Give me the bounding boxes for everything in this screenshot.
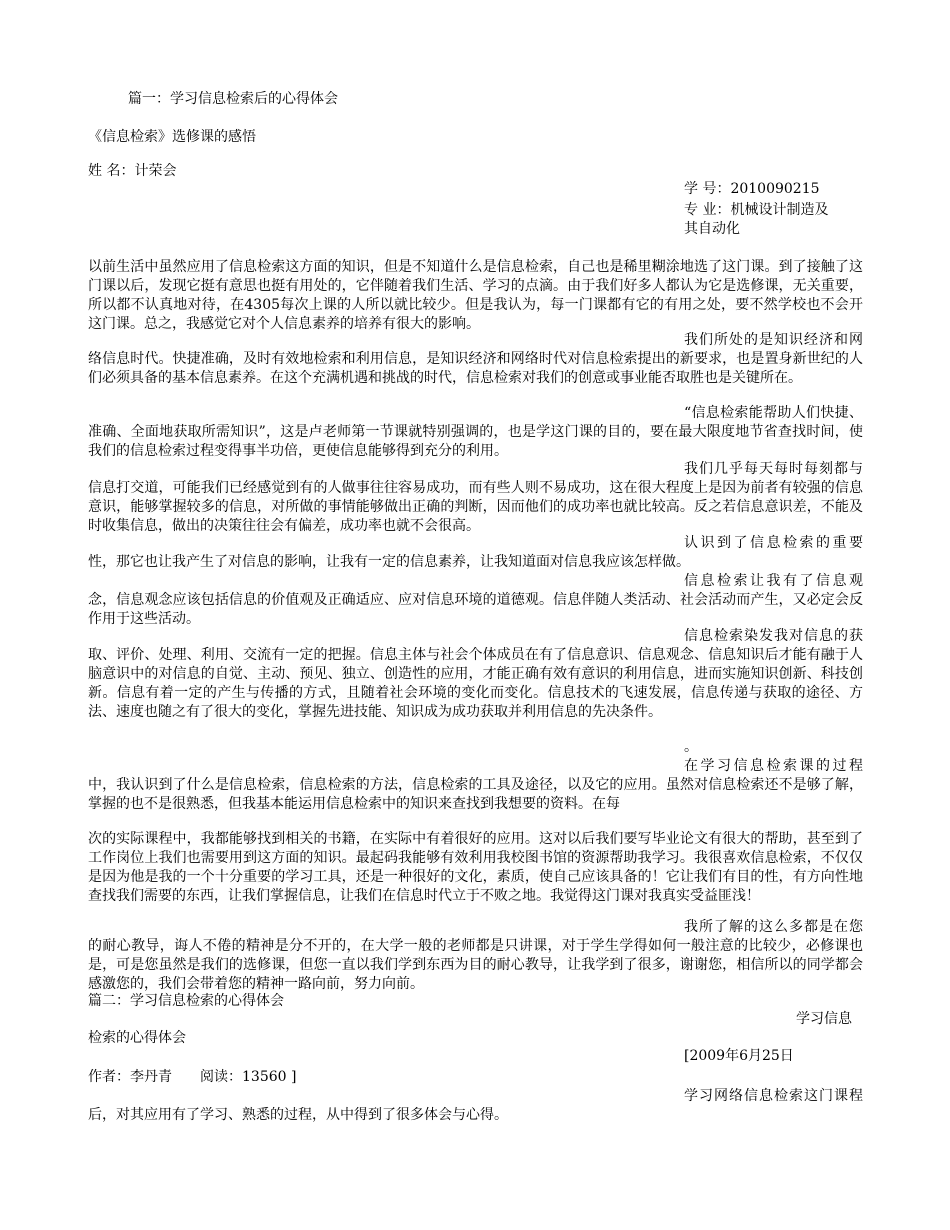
paragraph-9: 在学习信息检索课的过程中，我认识到了什么是信息检索，信息检索的方法，信息检索的工具及途径，以及它的应用。虽然对信息检索还不是够了解，掌握的也不是很熟悉，但我基本能运用信息检索中的知识来查找到我想要的资料。在每 xyxy=(88,758,863,812)
publish-date: [2009年6月25日 xyxy=(684,1048,794,1064)
paragraph-10: 次的实际课程中，我都能够找到相关的书籍，在实际中有着很好的应用。这对以后我们要写毕业论文有很大的帮助，甚至到了工作岗位上我们也需要用到这方面的知识。最起码我能够有效利用我校图书馆的资源帮助我学习。我很喜欢信息检索，不仅仅是因为他是我的一个十分重要的学习工具，还是一种很好的文化，素质，使自己应该具备的！它让我们有目的性，有方向性地查找我们需要的东西，让我们掌握信息，让我们在信息时代立于不败之地。我觉得这门课对我真实受益匪浅！ xyxy=(88,831,863,904)
paragraph-11: 我所了解的这么多都是在您的耐心教导，诲人不倦的精神是分不开的，在大学一般的老师都是只讲课，对于学生学得如何一般注意的比较少，必修课也是，可是您虽然是我们的选修课，但您一直以我们学到东西为目的耐心教导，让我学到了很多，谢谢您，相信所以的同学都会感激您的，我们会带着您的精神一路向前，努力向前。 xyxy=(88,919,863,992)
paragraph-4: 我们几乎每天每时每刻都与信息打交道，可能我们已经感觉到有的人做事往往容易成功，而有些人则不易成功，这在很大程度上是因为前者有较强的信息意识，能够掌握较多的信息，对所做的事情能够做出正确的判断，因而他们的成功率也就比较高。反之若信息意识差，不能及时收集信息，做出的决策往往会有偏差，成功率也就不会很高。 xyxy=(88,461,863,534)
author-name-line: 姓 名：计荣会 xyxy=(88,163,177,179)
part2-title-line-1: 学习信息 xyxy=(796,1011,852,1027)
author-read-count: 作者：李丹青 阅读：13560 ] xyxy=(88,1069,297,1085)
part2-intro: 学习网络信息检索这门课程后，对其应用有了学习、熟悉的过程，从中得到了很多体会与心得。 xyxy=(88,1088,863,1123)
major-line-2: 其自动化 xyxy=(684,221,740,237)
paragraph-3: “信息检索能帮助人们快捷、准确、全面地获取所需知识”，这是卢老师第一节课就特别强调的，也是学这门课的目的，要在最大限度地节省查找时间，使我们的信息检索过程变得事半功倍，更使信息能够得到充分的利用。 xyxy=(88,405,863,459)
paragraph-1: 以前生活中虽然应用了信息检索这方面的知识，但是不知道什么是信息检索，自己也是稀里糊涂地选了这门课。到了接触了这门课以后，发现它挺有意思也挺有用处的，它伴随着我们生活、学习的点滴。由于我们好多人都认为它是选修课，无关重要，所以都不认真地对待，在4305每次上课的人所以就比较少。但是我认为，每一门课都有它的有用之处，要不然学校也不会开这门课。总之，我感觉它对个人信息素养的培养有很大的影响。 xyxy=(88,259,863,332)
part2-heading: 篇二：学习信息检索的心得体会 xyxy=(88,993,284,1009)
part1-subtitle: 《信息检索》选修课的感悟 xyxy=(88,129,256,145)
paragraph-2-text: 我们所处的是知识经济和网络信息时代。快捷准确，及时有效地检索和利用信息，是知识经济和网络时代对信息检索提出的新要求，也是置身新世纪的人们必须具备的基本信息素养。在这个充满机遇和挑战的时代，信息检索对我们的创意或事业能否取胜也是关键所在。 xyxy=(88,332,863,386)
paragraph-6: 信息检索让我有了信息观念，信息观念应该包括信息的价值观及正确适应、应对信息环境的道德观。信息伴随人类活动、社会活动而产生，又必定会反作用于这些活动。 xyxy=(88,573,863,627)
student-id-line: 学 号：2010090215 xyxy=(684,181,820,197)
part2-title-line-2: 检索的心得体会 xyxy=(88,1030,186,1046)
paragraph-8: 。 xyxy=(684,739,698,755)
paragraph-7: 信息检索染发我对信息的获取、评价、处理、利用、交流有一定的把握。信息主体与社会个体成员在有了信息意识、信息观念、信息知识后才能有融于人脑意识中的对信息的自觉、主动、预见、独立、创造性的应用，才能正确有效有意识的利用信息，进而实施知识创新、科技创新。信息有着一定的产生与传播的方式，且随着社会环境的变化而变化。信息技术的飞速发展，信息传递与获取的途径、方法、速度也随之有了很大的变化，掌握先进技能、知识成为成功获取并利用信息的先决条件。 xyxy=(88,628,863,720)
major-line-1: 专 业：机械设计制造及 xyxy=(684,202,829,218)
paragraph-5: 认识到了信息检索的重要性，那它也让我产生了对信息的影响，让我有一定的信息素养，让我知道面对信息我应该怎样做。 xyxy=(88,535,863,570)
part1-heading: 篇一：学习信息检索后的心得体会 xyxy=(128,91,338,107)
